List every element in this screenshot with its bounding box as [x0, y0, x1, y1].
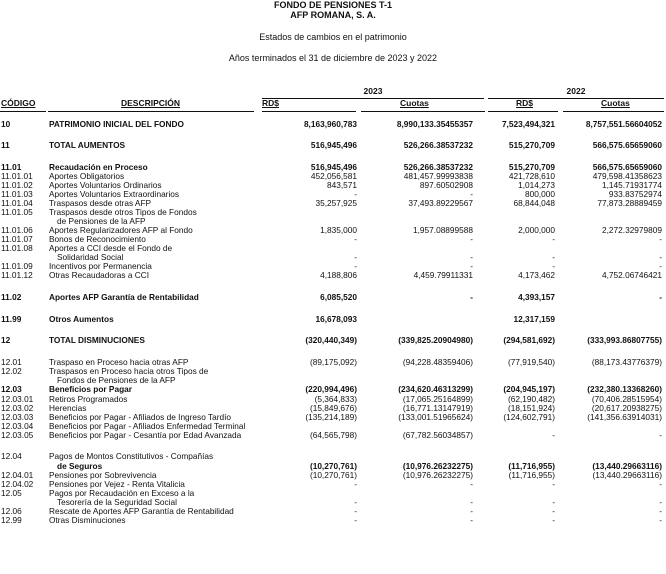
row-description: Pensiones por Vejez - Renta Vitalicia	[49, 479, 185, 489]
row-rd-2023: (5,364,833)	[314, 394, 357, 404]
row-description: Pagos de Montos Constitutivos - Compañías	[49, 451, 214, 461]
row-cuotas-2023: 4,459.79911331	[413, 270, 473, 280]
row-rd-2023: (320,440,349)	[305, 335, 357, 345]
row-cuotas-2023: 481,457.99993838	[403, 171, 473, 181]
row-description: Bonos de Reconocimiento	[49, 234, 146, 244]
row-description: Recaudación en Proceso	[49, 162, 148, 172]
row-description: Beneficios por Pagar - Afiliados Enfermedad Terminal	[49, 421, 246, 431]
row-code: 11.01.07	[1, 234, 33, 244]
row-cuotas-2023: -	[470, 506, 473, 516]
row-rd-2022: 12,317,159	[513, 314, 555, 324]
row-rd-2022: -	[552, 506, 555, 516]
column-cuotas-2023-header: Cuotas	[400, 98, 429, 108]
row-rd-2022: (294,581,692)	[503, 335, 555, 345]
column-cuotas-2022-header: Cuotas	[601, 98, 630, 108]
row-description: Herencias	[49, 403, 87, 413]
row-rd-2023: (15,849,676)	[309, 403, 357, 413]
row-rd-2023: 4,188,806	[320, 270, 357, 280]
row-cuotas-2023: 1,957.08899588	[413, 225, 473, 235]
row-rd-2022: (204,945,197)	[503, 384, 555, 394]
row-code: 12.03.03	[1, 412, 34, 422]
row-rd-2023: 843,571	[327, 180, 357, 190]
row-cuotas-2023: -	[470, 515, 473, 525]
row-cuotas-2023: -	[470, 292, 473, 302]
row-description: Aportes Voluntarios Ordinarios	[49, 180, 162, 190]
row-description: TOTAL AUMENTOS	[49, 140, 126, 150]
row-rd-2022: -	[552, 430, 555, 440]
row-code: 11.01.03	[1, 189, 33, 199]
row-cuotas-2023: 526,266.38537232	[403, 162, 473, 172]
year-2023-header: 2023	[262, 86, 484, 99]
row-cuotas-2022: -	[659, 515, 662, 525]
row-code: 11.01.02	[1, 180, 33, 190]
row-cuotas-2023: -	[470, 479, 473, 489]
row-rd-2023: 6,085,520	[320, 292, 357, 302]
row-cuotas-2023: -	[470, 261, 473, 271]
row-code: 12.04.02	[1, 479, 34, 489]
column-rd-2023-header: RD$	[262, 98, 280, 108]
row-rd-2023: 516,945,496	[310, 140, 357, 150]
row-rd-2022: 515,270,709	[508, 162, 555, 172]
row-code: 12.06	[1, 506, 22, 516]
row-code: 11.01.05	[1, 207, 33, 217]
row-cuotas-2023: (234,620.46313299)	[398, 384, 473, 394]
row-description: Beneficios por Pagar - Afiliados de Ingreso Tardío	[49, 412, 232, 422]
row-description: Incentivos por Permanencia	[49, 261, 152, 271]
row-rd-2022: (77,919,540)	[507, 357, 555, 367]
row-description: de Pensiones de la AFP	[57, 216, 146, 226]
row-cuotas-2022: 933.83752974	[608, 189, 662, 199]
row-cuotas-2022: -	[659, 261, 662, 271]
row-description: Tesorería de la Seguridad Social	[57, 497, 177, 507]
row-rd-2022: 1,014,273	[518, 180, 555, 190]
fund-name: FONDO DE PENSIONES T-1	[273, 0, 393, 10]
row-description: Aportes AFP Garantía de Rentabilidad	[49, 292, 199, 302]
row-description: Otros Aumentos	[49, 314, 114, 324]
row-code: 10	[1, 119, 11, 129]
row-description: TOTAL DISMINUCIONES	[49, 335, 145, 345]
row-rd-2022: (62,190,482)	[507, 394, 555, 404]
row-code: 11.01.06	[1, 225, 33, 235]
row-code: 12.03.05	[1, 430, 34, 440]
row-cuotas-2022: -	[659, 234, 662, 244]
row-rd-2023: 16,678,093	[315, 314, 357, 324]
row-rd-2022: -	[552, 252, 555, 262]
row-cuotas-2023: (17,065.25164899)	[402, 394, 473, 404]
header-rule	[361, 111, 485, 112]
row-rd-2023: -	[354, 506, 357, 516]
row-rd-2022: (11,716,955)	[508, 470, 555, 480]
row-rd-2022: 4,173,462	[518, 270, 555, 280]
row-cuotas-2022: -	[659, 252, 662, 262]
row-cuotas-2022: 479,598.41358623	[592, 171, 662, 181]
row-description: Aportes Voluntarios Extraordinarios	[49, 189, 180, 199]
row-rd-2023: 516,945,496	[310, 162, 357, 172]
row-code: 12.01	[1, 357, 22, 367]
row-cuotas-2022: (70,406.28515954)	[591, 394, 662, 404]
row-description: Fondos de Pensiones de la AFP	[57, 375, 176, 385]
row-cuotas-2023: (10,976.26232275)	[402, 470, 473, 480]
row-cuotas-2023: -	[470, 189, 473, 199]
row-rd-2022: -	[552, 515, 555, 525]
row-code: 11.01.01	[1, 171, 33, 181]
header-rule	[262, 111, 356, 112]
row-description: Otras Recaudadoras a CCI	[49, 270, 150, 280]
row-description: Rescate de Aportes AFP Garantía de Rentabilidad	[49, 506, 234, 516]
company-name: AFP ROMANA, S. A.	[290, 10, 376, 20]
row-description: Aportes Regularizadores AFP al Fondo	[49, 225, 193, 235]
row-cuotas-2022: (141,356.63914031)	[587, 412, 662, 422]
row-cuotas-2022: -	[659, 506, 662, 516]
row-cuotas-2022: 77,873.28889459	[597, 198, 662, 208]
row-rd-2023: -	[354, 261, 357, 271]
header-rule	[48, 111, 254, 112]
row-cuotas-2022: -	[659, 497, 662, 507]
row-cuotas-2022: (232,380.13368260)	[587, 384, 662, 394]
row-rd-2022: -	[552, 479, 555, 489]
row-cuotas-2023: -	[470, 497, 473, 507]
row-rd-2022: -	[552, 261, 555, 271]
row-cuotas-2022: -	[659, 430, 662, 440]
row-rd-2023: -	[354, 252, 357, 262]
row-description: Pensiones por Sobrevivencia	[49, 470, 157, 480]
row-rd-2023: (220,994,496)	[305, 384, 357, 394]
row-code: 12.99	[1, 515, 22, 525]
row-rd-2022: 421,728,610	[508, 171, 555, 181]
row-rd-2023: 452,056,581	[310, 171, 357, 181]
row-cuotas-2022: 566,575.65659060	[592, 162, 662, 172]
row-description: Traspaso en Proceso hacia otras AFP	[49, 357, 189, 367]
row-cuotas-2022: (333,993.86807755)	[587, 335, 662, 345]
row-rd-2022: 68,844,048	[513, 198, 555, 208]
row-description: Traspasos desde otras AFP	[49, 198, 152, 208]
row-rd-2023: (135,214,189)	[305, 412, 357, 422]
column-code-header: CÓDIGO	[1, 98, 36, 108]
row-rd-2022: (124,602,791)	[503, 412, 555, 422]
row-cuotas-2023: -	[470, 234, 473, 244]
row-cuotas-2023: 37,493.89229567	[408, 198, 473, 208]
column-description-header: DESCRIPCIÓN	[121, 98, 181, 108]
row-rd-2023: (89,175,092)	[309, 357, 357, 367]
row-cuotas-2023: (10,976.26232275)	[402, 461, 473, 471]
row-code: 11.01.12	[1, 270, 33, 280]
row-rd-2022: 800,000	[525, 189, 555, 199]
row-rd-2022: -	[552, 497, 555, 507]
statement-period: Años terminados el 31 de diciembre de 2023 y 2022	[228, 53, 438, 63]
row-code: 11.01.08	[1, 243, 33, 253]
row-code: 12.02	[1, 366, 22, 376]
row-description: Otras Disminuciones	[49, 515, 126, 525]
row-code: 11.01	[1, 162, 22, 172]
row-cuotas-2022: (88,173.43776379)	[591, 357, 662, 367]
row-cuotas-2022: (13,440.29663116)	[592, 461, 662, 471]
row-code: 11.02	[1, 292, 22, 302]
row-code: 12	[1, 335, 11, 345]
row-rd-2023: -	[354, 234, 357, 244]
row-description: Solidaridad Social	[57, 252, 124, 262]
row-code: 12.03.02	[1, 403, 34, 413]
year-2022-header: 2022	[488, 86, 664, 99]
row-cuotas-2023: (94,228.48359406)	[402, 357, 473, 367]
row-code: 12.05	[1, 488, 22, 498]
row-cuotas-2022: -	[659, 292, 662, 302]
row-cuotas-2022: 566,575.65659060	[592, 140, 662, 150]
row-rd-2023: -	[354, 189, 357, 199]
row-cuotas-2023: 8,990,133.35455357	[396, 119, 473, 129]
row-code: 12.03.04	[1, 421, 34, 431]
row-code: 11.01.09	[1, 261, 33, 271]
row-cuotas-2022: 8,757,551.56604052	[585, 119, 662, 129]
row-description: Aportes Obligatorios	[49, 171, 125, 181]
row-rd-2022: 4,393,157	[518, 292, 555, 302]
row-rd-2023: -	[354, 479, 357, 489]
row-description: Beneficios por Pagar - Cesantía por Edad Avanzada	[49, 430, 242, 440]
row-cuotas-2023: (339,825.20904980)	[398, 335, 473, 345]
row-rd-2022: 7,523,494,321	[501, 119, 555, 129]
row-description: Traspasos en Proceso hacia otros Tipos de	[49, 366, 209, 376]
row-cuotas-2023: 897.60502908	[419, 180, 473, 190]
row-description: Beneficios por Pagar	[49, 384, 132, 394]
row-cuotas-2022: 1,145.71931774	[602, 180, 662, 190]
row-code: 12.03	[1, 384, 22, 394]
row-rd-2023: 8,163,960,783	[303, 119, 357, 129]
row-rd-2023: 1,835,000	[320, 225, 357, 235]
row-cuotas-2022: 4,752.06746421	[602, 270, 662, 280]
row-cuotas-2022: -	[659, 479, 662, 489]
header-rule	[0, 111, 46, 112]
statement-title: Estados de cambios en el patrimonio	[259, 32, 407, 42]
row-cuotas-2023: (133,001.51965624)	[398, 412, 473, 422]
row-rd-2022: (18,151,924)	[507, 403, 555, 413]
row-rd-2023: -	[354, 515, 357, 525]
row-rd-2023: (10,270,761)	[309, 470, 357, 480]
row-cuotas-2022: 2,272.32979809	[602, 225, 662, 235]
row-rd-2022: -	[552, 234, 555, 244]
row-rd-2022: 2,000,000	[518, 225, 555, 235]
row-code: 11.99	[1, 314, 22, 324]
row-rd-2023: (64,565,798)	[309, 430, 357, 440]
row-description: PATRIMONIO INICIAL DEL FONDO	[49, 119, 184, 129]
row-rd-2022: (11,716,955)	[508, 461, 555, 471]
row-cuotas-2023: 526,266.38537232	[403, 140, 473, 150]
row-rd-2023: -	[354, 497, 357, 507]
row-description: Traspasos desde otros Tipos de Fondos	[49, 207, 197, 217]
row-description: Retiros Programados	[49, 394, 128, 404]
row-code: 11.01.04	[1, 198, 33, 208]
header-rule	[488, 111, 558, 112]
row-description: Pagos por Recaudación en Exceso a la	[49, 488, 195, 498]
row-description: de Seguros	[57, 461, 103, 471]
row-rd-2023: 35,257,925	[315, 198, 357, 208]
row-cuotas-2022: (13,440.29663116)	[592, 470, 662, 480]
row-code: 11	[1, 140, 10, 150]
row-rd-2022: 515,270,709	[508, 140, 555, 150]
row-code: 12.03.01	[1, 394, 34, 404]
row-rd-2023: (10,270,761)	[309, 461, 357, 471]
header-rule	[563, 111, 664, 112]
column-rd-2022-header: RD$	[516, 98, 534, 108]
row-cuotas-2023: -	[470, 252, 473, 262]
row-description: Aportes a CCI desde el Fondo de	[49, 243, 173, 253]
row-cuotas-2023: (16,771.13147919)	[402, 403, 473, 413]
row-cuotas-2022: (20,617.20938275)	[591, 403, 662, 413]
row-code: 12.04.01	[1, 470, 34, 480]
row-cuotas-2023: (67,782.56034857)	[402, 430, 473, 440]
row-code: 12.04	[1, 451, 22, 461]
